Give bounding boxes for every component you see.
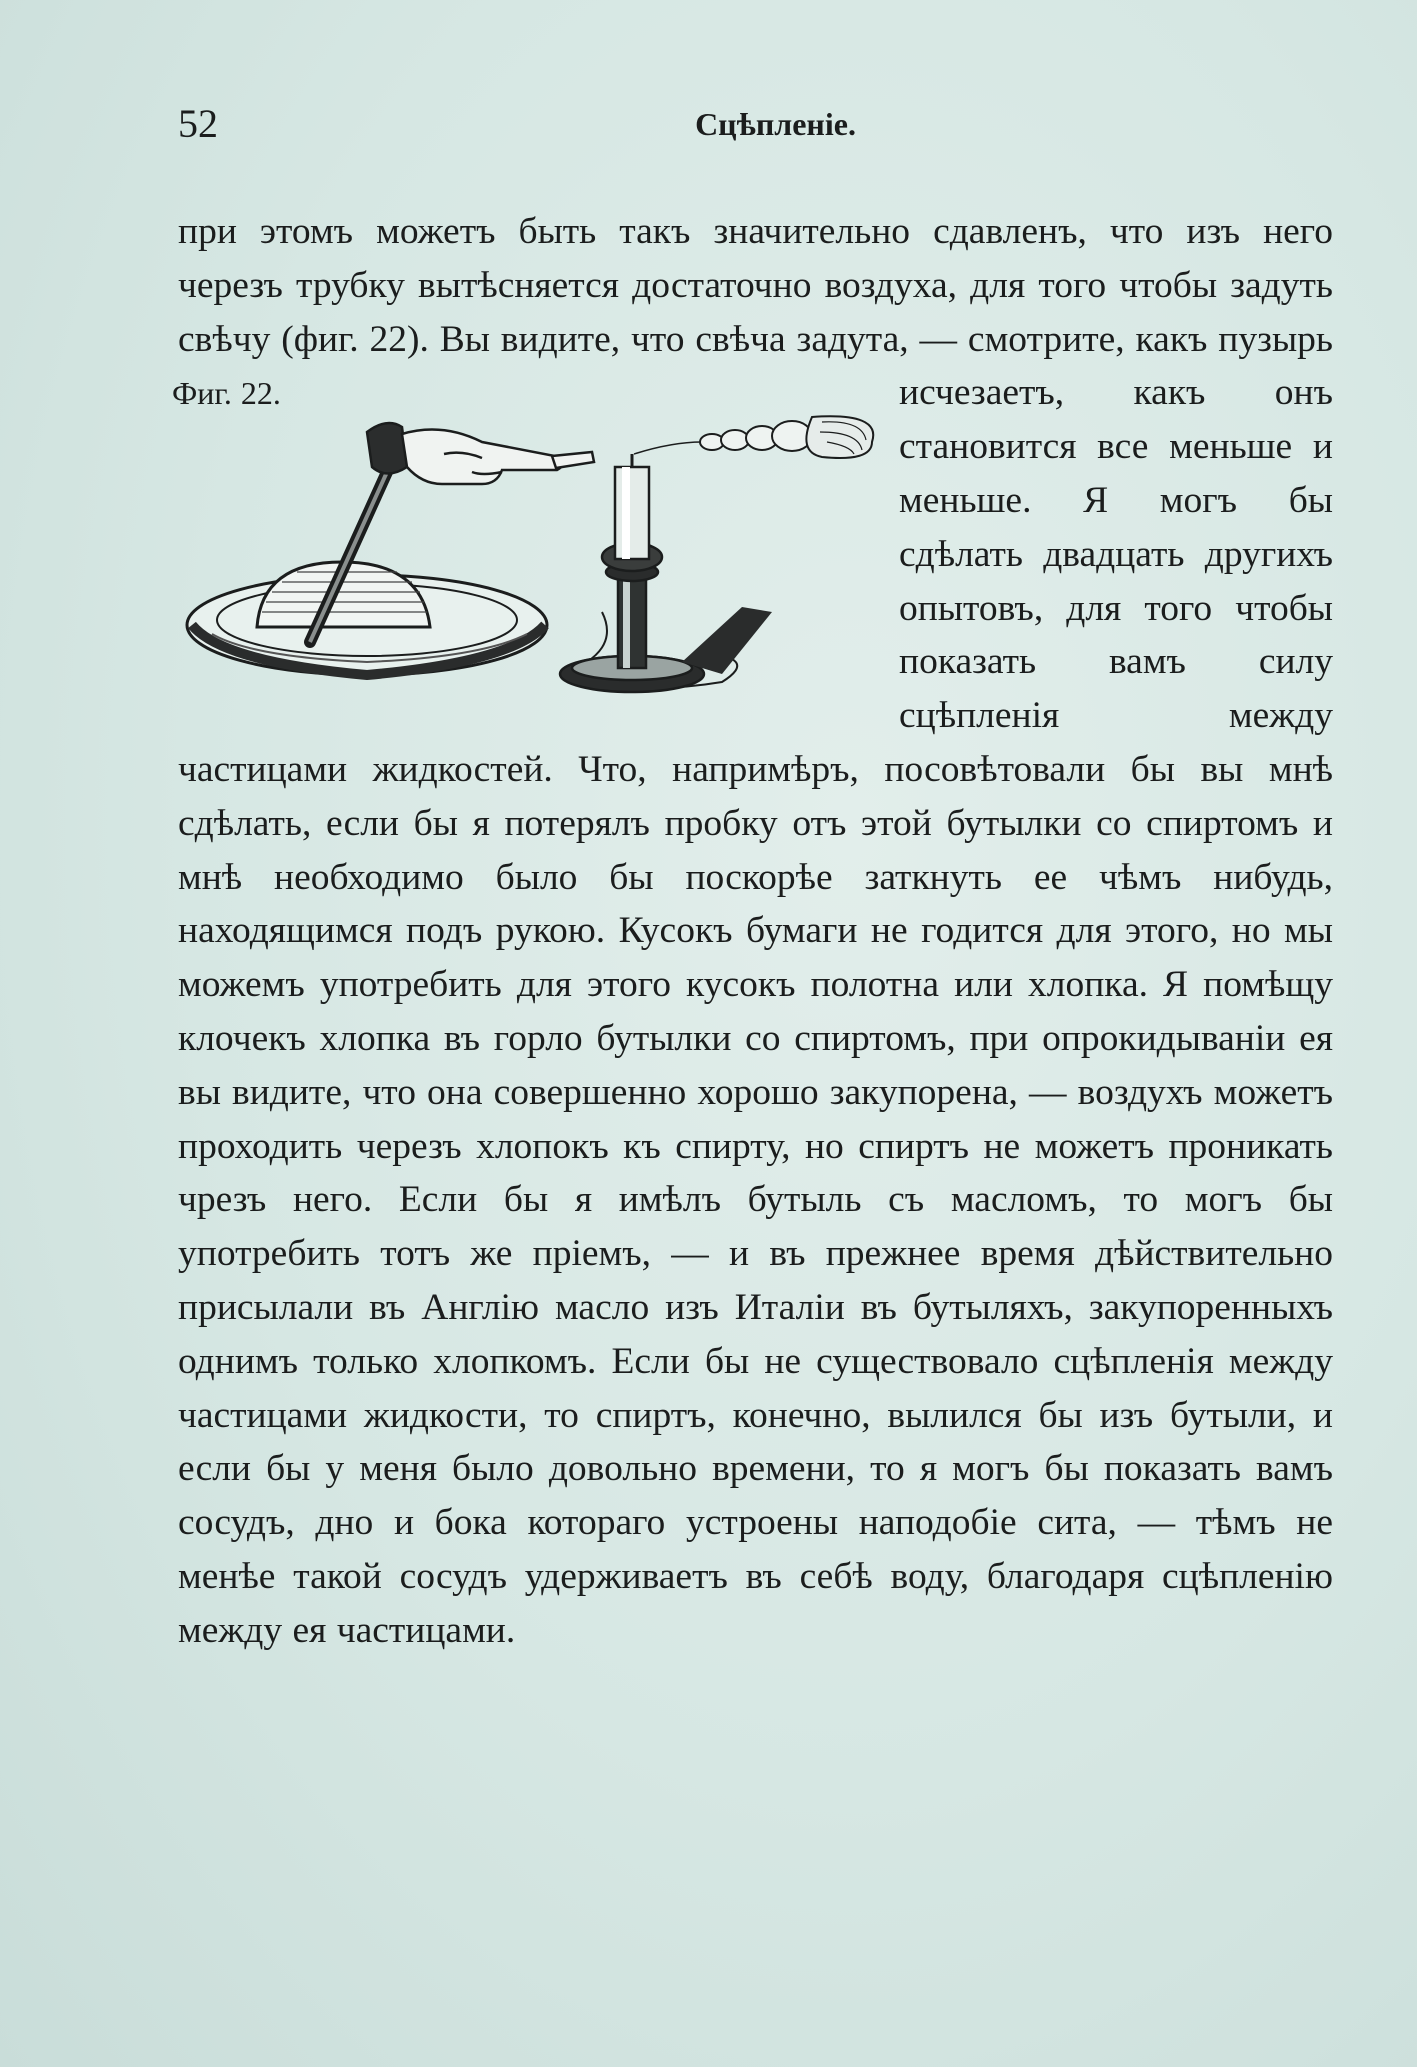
figure-caption: Фиг. 22. (172, 375, 281, 412)
page-number: 52 (178, 101, 218, 146)
candle-soap-bubble-illustration (182, 412, 882, 702)
paragraph-intro: при этомъ можетъ быть такъ значительно сдавленъ, что изъ него черезъ трубку вытѣсняется достаточно воздуха, для того чтобы задуть свѣчу (фиг. 22). Вы видите, (178, 211, 1333, 360)
body-text (172, 205, 1333, 1658)
paragraph-main: что свѣча задута, — смотрите, какъ пузырь исчезаетъ, какъ онъ становится все меньше и меньше. Я могъ бы сдѣлать двадцать другихъ опытовъ, для того чтобы показать вамъ силу сцѣпленія между частицами жидкостей. Что, напримѣръ, посовѣтовали бы вы мнѣ сдѣлать, если бы я потерялъ пробку отъ этой бутылки со спиртомъ и мнѣ необходимо было бы поскорѣе заткнуть ее чѣмъ нибудь, находящимся подъ рукою. Кусокъ бумаги не годится для этого, но мы можемъ употребить для этого кусокъ полотна или хлопка. Я помѣщу клочекъ хлопка въ горло бутылки со спиртомъ, при опрокидываніи ея вы видите, что она совершенно хорошо закупорена, — воздухъ можетъ проходить черезъ хлопокъ къ спирту, но спиртъ не можетъ проникать чрезъ него. Если бы я имѣлъ бутыль съ масломъ, то могъ бы употребить тотъ же пріемъ, — и въ прежнее время дѣйствительно присылали въ Англію масло изъ Италіи въ бутыляхъ, закупоренныхъ однимъ только хлопкомъ. Если бы не существовало сцѣпленія между частицами жидкости, то спиртъ, конечно, вылился бы изъ бутыли, и если бы у меня было довольно времени, то я могъ бы показать вамъ сосудъ, дно и бока котораго устроены наподобіе сита, — тѣмъ не менѣе такой сосудъ удерживаетъ въ себѣ воду, благодаря сцѣпленію между ея частицами. (178, 318, 1333, 1651)
page-header (178, 100, 1333, 156)
figure-22 (172, 366, 887, 704)
hand-icon (367, 423, 594, 484)
soap-bubble-icon (634, 417, 873, 459)
running-title: Сцѣпленіе. (695, 106, 856, 142)
